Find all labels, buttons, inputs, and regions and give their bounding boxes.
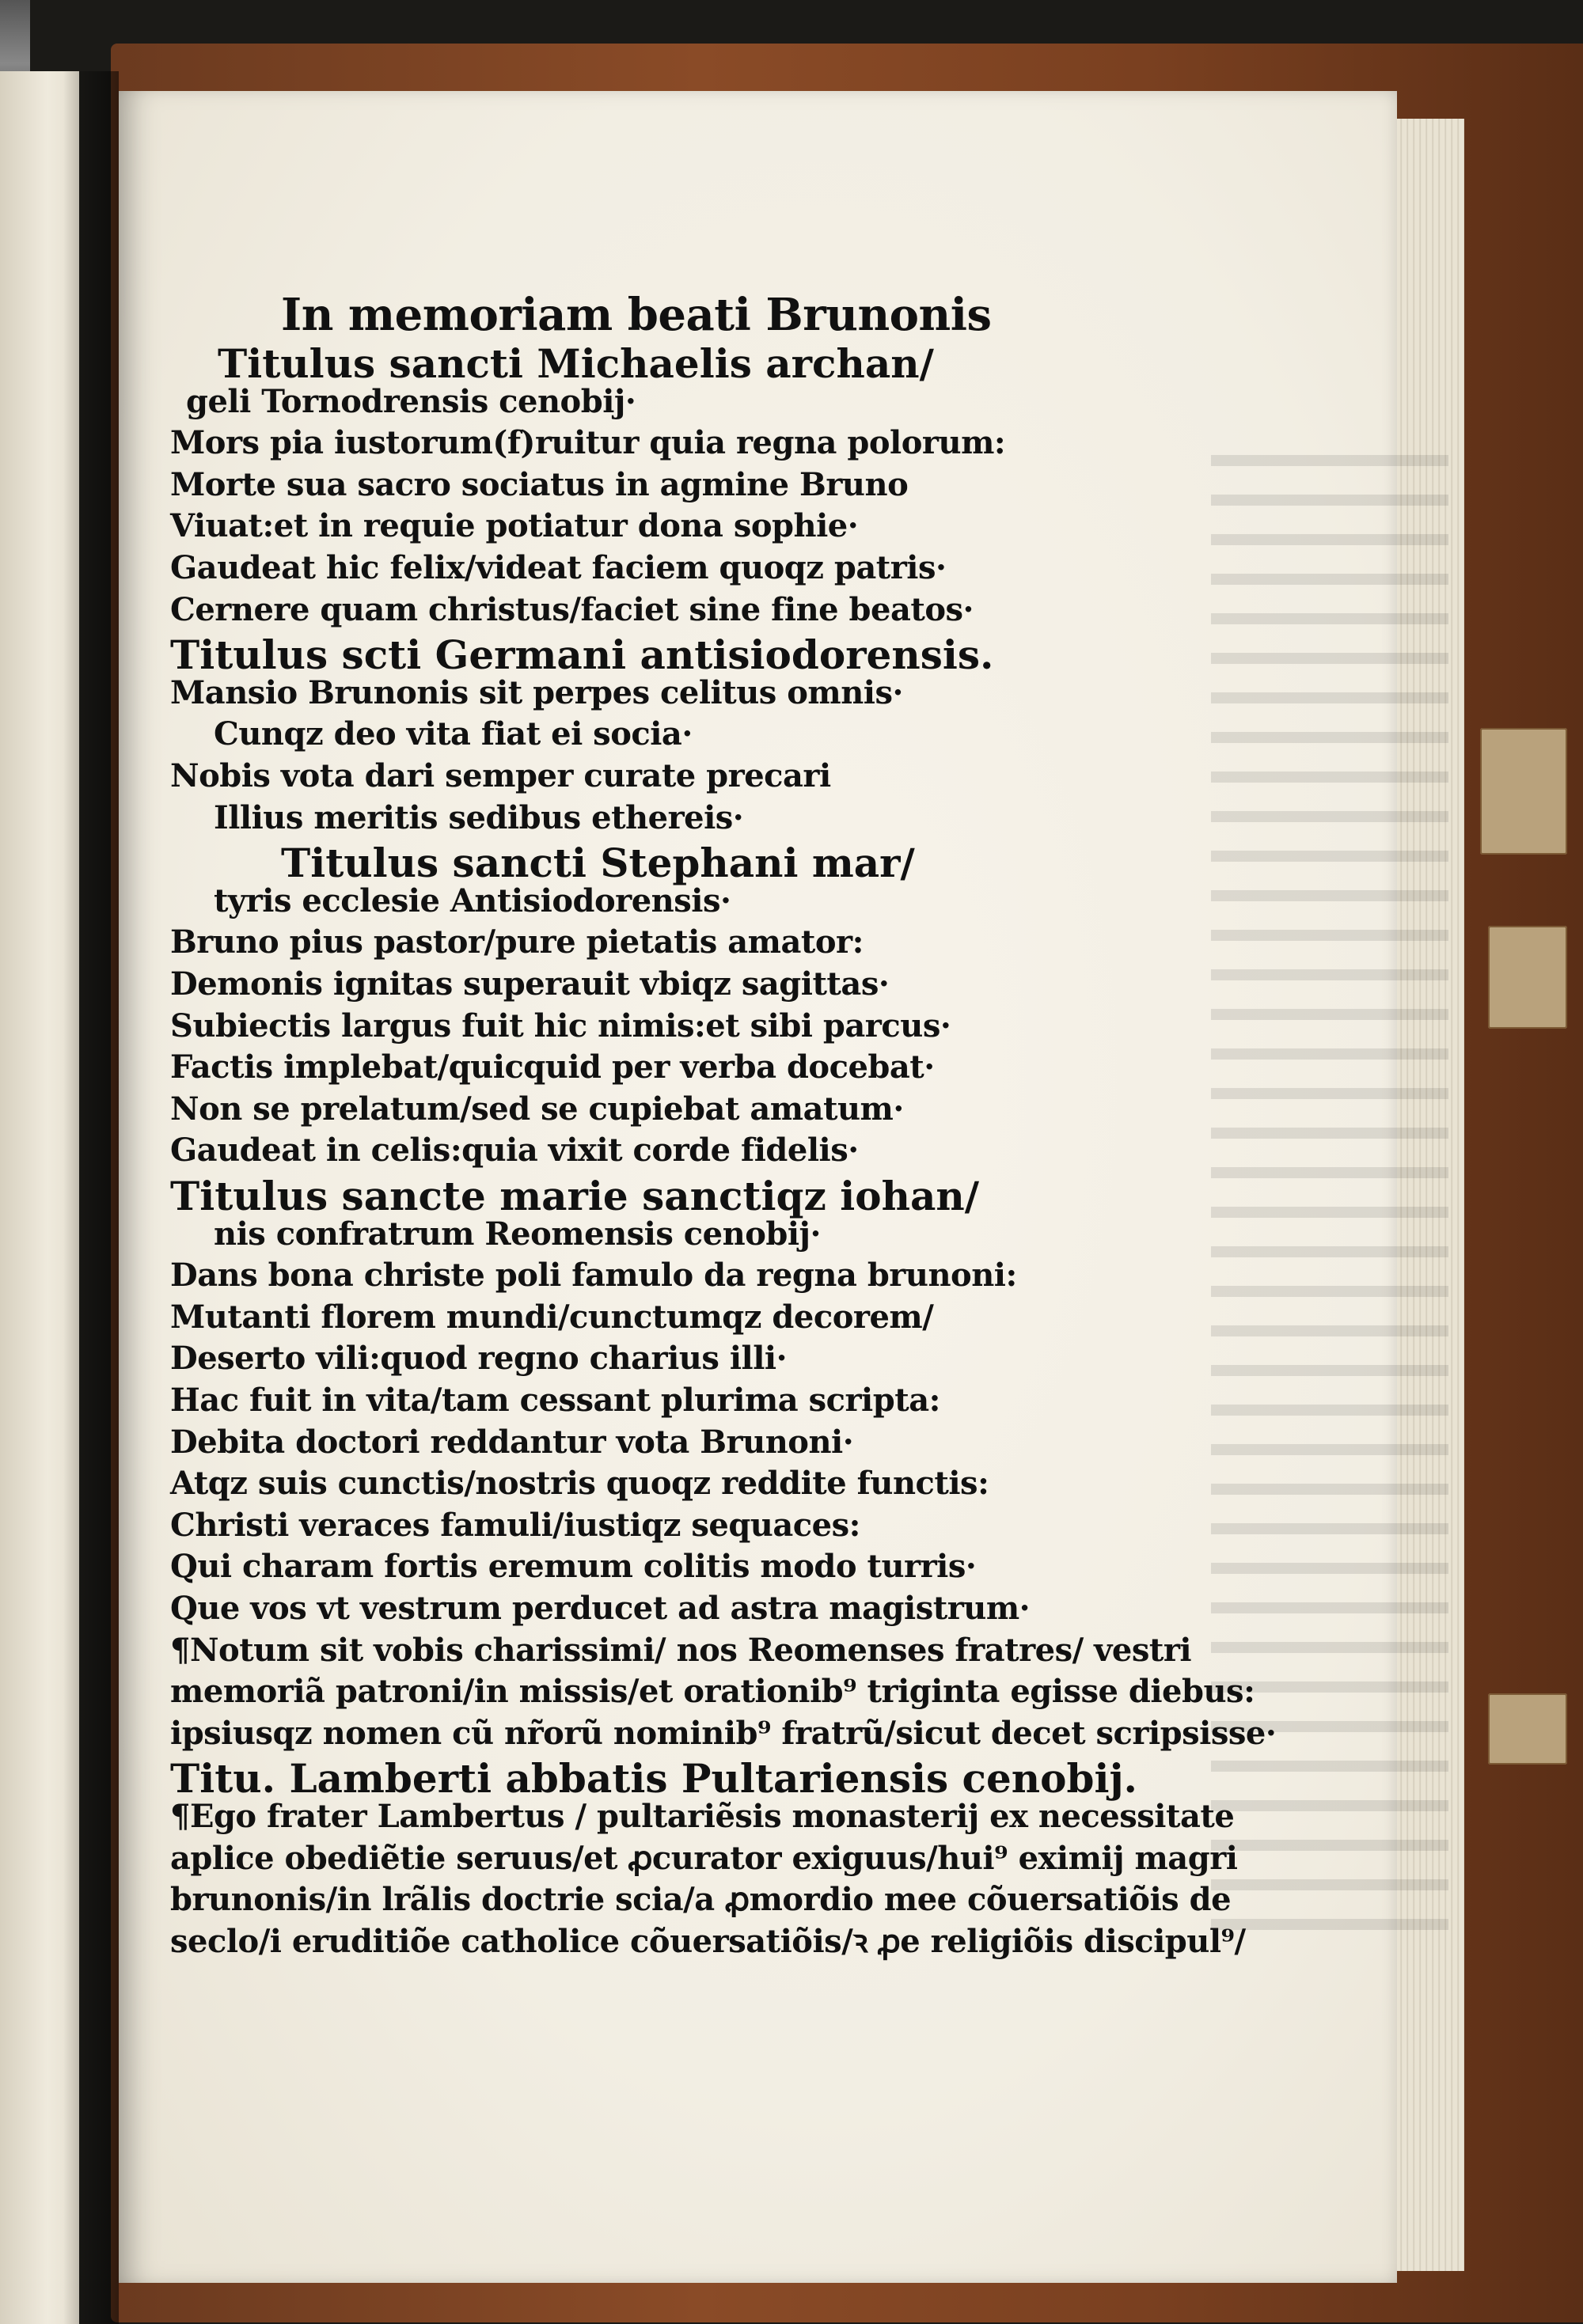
text-line: geli Tornodrensis cenobij· xyxy=(186,382,636,420)
text-line: Cernere quam christus/faciet sine fine beatos· xyxy=(170,590,974,628)
text-line: nis confratrum Reomensis cenobij· xyxy=(214,1215,821,1253)
text-line: seclo/i eruditiõe catholice cõuersatiõis/ꝛ ꝓe religiõis discipul⁹/ xyxy=(170,1922,1246,1960)
text-line: Illius meritis sedibus ethereis· xyxy=(214,798,744,836)
text-line: Deserto vili:quod regno charius illi· xyxy=(170,1340,788,1378)
text-line: Hac fuit in vita/tam cessant plurima scripta: xyxy=(170,1382,940,1419)
text-line: Gaudeat in celis:quia vixit corde fidelis· xyxy=(170,1132,859,1170)
page-title: In memoriam beati Brunonis xyxy=(281,289,992,341)
text-line: aplice obediẽtie seruus/et ꝓcurator exiguus/hui⁹ eximij magri xyxy=(170,1839,1238,1877)
text-line: Cunqz deo vita fiat ei socia· xyxy=(214,715,693,753)
text-line: ¶Ego frater Lambertus / pultariẽsis monasterij ex necessitate xyxy=(170,1798,1235,1835)
text-line: brunonis/in lrãlis doctrie scia/a ꝓmordio mee cõuersatiõis de xyxy=(170,1881,1232,1919)
text-line: Mutanti florem mundi/cunctumqz decorem/ xyxy=(170,1298,934,1336)
bookmark-tab xyxy=(1488,1693,1567,1765)
bookmark-tab xyxy=(1480,728,1567,855)
bookmark-tab xyxy=(1488,926,1567,1029)
text-line: memoriã patroni/in missis/et orationib⁹ triginta egisse diebus: xyxy=(170,1673,1255,1711)
text-line: Viuat:et in requie potiatur dona sophie· xyxy=(170,507,859,545)
text-line: Que vos vt vestrum perducet ad astra magistrum· xyxy=(170,1590,1031,1627)
text-line: Factis implebat/quicquid per verba docebat· xyxy=(170,1048,935,1086)
gutter-shadow xyxy=(63,71,119,2324)
text-line: ¶Notum sit vobis charissimi/ nos Reomenses fratres/ vestri xyxy=(170,1631,1192,1669)
text-line: Debita doctori reddantur vota Brunoni· xyxy=(170,1423,854,1461)
text-line: Bruno pius pastor/pure pietatis amator: xyxy=(170,923,864,961)
text-line: Atqz suis cunctis/nostris quoqz reddite functis: xyxy=(170,1465,989,1503)
text-line: Gaudeat hic felix/videat faciem quoqz patris· xyxy=(170,549,947,586)
text-line: Mansio Brunonis sit perpes celitus omnis· xyxy=(170,673,903,711)
text-line: Dans bona christe poli famulo da regna brunoni: xyxy=(170,1257,1017,1295)
section-heading: Titulus sancti Stephani mar/ xyxy=(281,840,915,887)
text-line: Mors pia iustorum(f)ruitur quia regna polorum: xyxy=(170,424,1006,462)
text-line: Nobis vota dari semper curate precari xyxy=(170,757,831,794)
text-line: ipsiusqz nomen cũ nr̃orũ nominib⁹ fratrũ/sicut decet scripsisse· xyxy=(170,1714,1277,1752)
text-line: Morte sua sacro sociatus in agmine Bruno xyxy=(170,465,909,503)
section-heading: Titulus sancte marie sanctiqz iohan/ xyxy=(170,1173,979,1219)
text-line: Subiectis largus fuit hic nimis:et sibi parcus· xyxy=(170,1007,951,1044)
text-line: Qui charam fortis eremum colitis modo turris· xyxy=(170,1548,977,1586)
text-line: Non se prelatum/sed se cupiebat amatum· xyxy=(170,1090,904,1128)
text-line: tyris ecclesie Antisiodorensis· xyxy=(214,881,731,919)
section-heading: Titu. Lamberti abbatis Pultariensis cenobij. xyxy=(170,1755,1137,1803)
text-line: Christi veraces famuli/iustiqz sequaces: xyxy=(170,1506,860,1544)
section-heading: Titulus scti Germani antisiodorensis. xyxy=(170,631,994,679)
section-heading: Titulus sancti Michaelis archan/ xyxy=(218,340,934,387)
text-line: Demonis ignitas superauit vbiqz sagittas· xyxy=(170,965,890,1003)
